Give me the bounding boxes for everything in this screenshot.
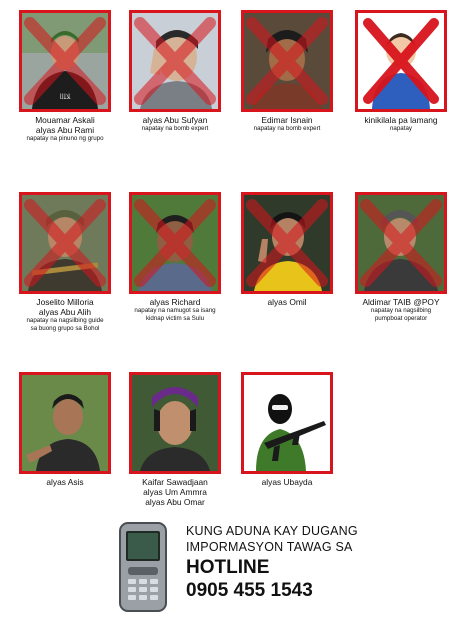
profile-name: Edimar Isnain [261,115,313,125]
profile-name: Joselito Milloria alyas Abu Alih [36,297,94,317]
profile-name: Aldimar TAIB @POY [362,297,440,307]
cross-out-mark [358,195,444,291]
cross-out-mark [132,13,218,109]
profile-card [232,10,342,133]
profile-note: napatay [389,125,413,132]
profile-card [346,10,456,133]
mobile-phone-icon [116,521,172,613]
profile-card [120,192,230,322]
profile-card [10,372,120,487]
profile-photo-frame [129,10,221,112]
hotline-block [186,523,358,603]
profile-card [232,372,342,487]
suspect-photo [22,375,108,471]
svg-text:ﻼﻠﻟﺍ: ﻼﻠﻟﺍ [59,93,71,101]
hotline-number[interactable]: 0905 455 1543 [186,580,313,601]
profile-note: napatay na bomb expert [141,125,209,132]
profile-card [10,10,120,143]
profile-card [346,192,456,322]
profile-note: napatay na namugot sa isang kidnap victim sa Sulu [134,307,216,322]
profile-name: kinikilala pa lamang [364,115,438,125]
profile-name: Kaifar Sawadjaan alyas Um Ammra alyas Abu Omar [142,477,208,507]
cross-out-mark [244,195,330,291]
profile-card [10,192,120,332]
masked-gunman-icon [244,375,330,471]
profile-name: alyas Omil [267,297,307,307]
profile-card [232,192,342,307]
profile-photo-frame [355,10,447,112]
hotline-title: HOTLINE [186,557,270,578]
profile-note: napatay na pinuno ng grupo [26,135,104,142]
profile-card [120,10,230,133]
profile-card [120,372,230,507]
cross-out-mark [132,195,218,291]
cross-out-mark [244,13,330,109]
profile-photo-frame [19,192,111,294]
profile-note: napatay na bomb expert [253,125,321,132]
profile-name: Mouamar Askali alyas Abu Rami [35,115,95,135]
profile-note: napatay na nagsilbing guide sa buong grupo sa Bohol [26,317,104,332]
profile-name: alyas Abu Sufyan [142,115,208,125]
profile-photo-frame [19,372,111,474]
profile-photo-frame [241,372,333,474]
profile-photo-frame [241,192,333,294]
profile-photo-frame [129,192,221,294]
profile-name: alyas Richard [149,297,201,307]
cross-out-mark [22,13,108,109]
profile-note: napatay na nagsilbing pumpboat operator [370,307,432,322]
profile-photo-frame [355,192,447,294]
cross-out-mark [22,195,108,291]
cross-out-mark [358,13,444,109]
hotline-line-1: KUNG ADUNA KAY DUGANG [186,524,358,538]
hotline-line-2: IMPORMASYON TAWAG SA [186,540,353,554]
profile-name: alyas Ubayda [261,477,313,487]
profile-photo-frame [129,372,221,474]
profile-photo-frame [19,10,111,112]
suspect-photo [132,375,218,471]
profile-photo-frame [241,10,333,112]
profile-name: alyas Asis [46,477,84,487]
